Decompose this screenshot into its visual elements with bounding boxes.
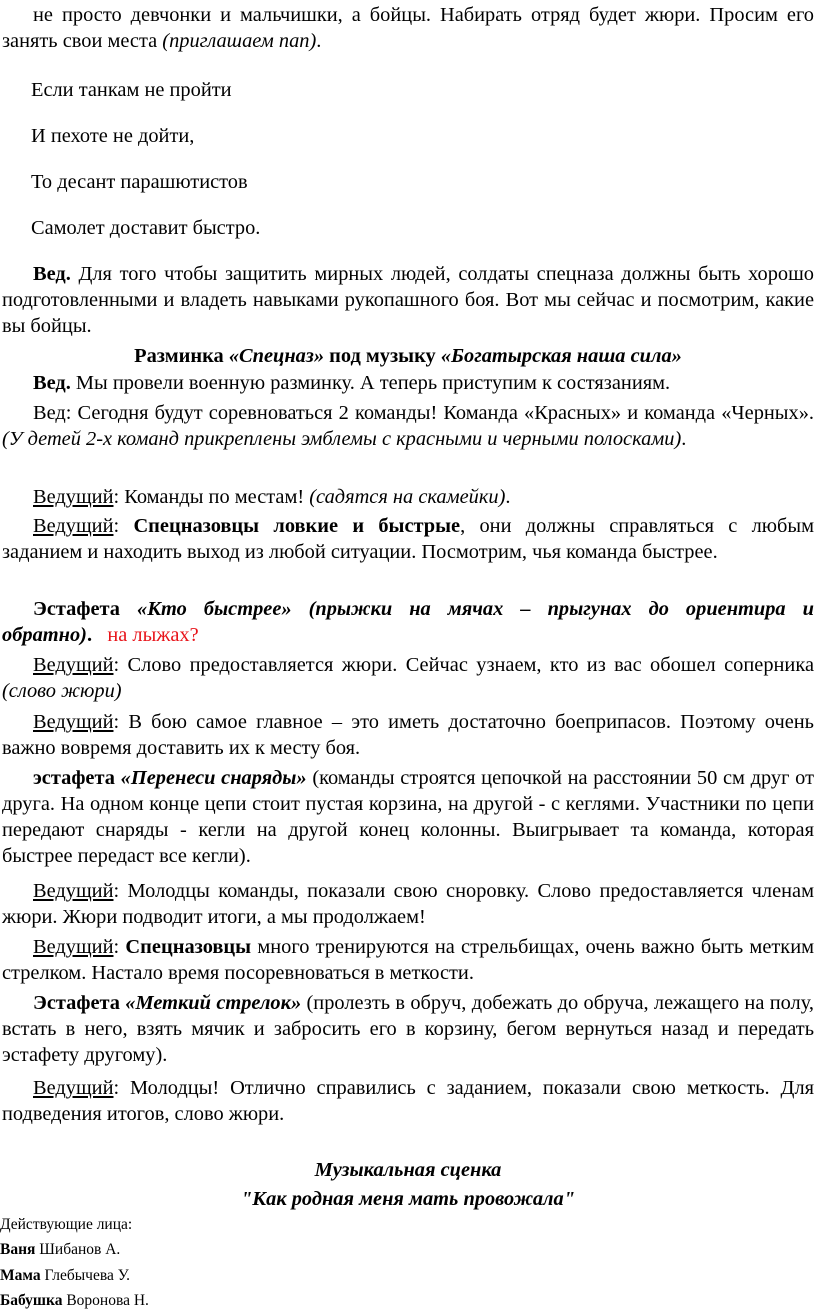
cast-role: Ваня bbox=[0, 1241, 36, 1258]
stage-direction: (садятся на скамейки) bbox=[309, 486, 506, 508]
editor-comment: на лыжах? bbox=[107, 624, 199, 646]
heading-title: «Богатырская наша сила» bbox=[440, 345, 682, 367]
paragraph-host bbox=[2, 709, 814, 761]
punctuation: : bbox=[113, 515, 134, 537]
speaker-label: Ведущий bbox=[33, 880, 114, 902]
punctuation: . bbox=[316, 30, 322, 52]
paragraph-text: : В бою самое главное – это иметь достаточно боеприпасов. Поэтому очень важно вовремя доставить их к месту боя. bbox=[2, 711, 814, 759]
cast-role: Бабушка bbox=[0, 1292, 63, 1309]
heading-text: Разминка bbox=[134, 345, 229, 367]
speaker-label: Вед. bbox=[33, 372, 71, 394]
speaker-label: Ведущий bbox=[33, 486, 114, 508]
emphasis-text: Спецназовцы bbox=[125, 936, 252, 958]
paragraph-host bbox=[2, 934, 814, 986]
stage-direction: (слово жюри) bbox=[2, 680, 122, 702]
speaker-label: Вед. bbox=[33, 263, 71, 285]
paragraph-text: (команды строятся цепочкой на расстоянии 50 см друг от друга. На одном конце цепи стоит пустая корзина, на другой - с кеглями. Участники по цепи передают снаряды - кегли на другой конец колонны. Выигрывает та команда, которая быстрее передаст все кегли). bbox=[2, 767, 814, 867]
relay-heading bbox=[2, 990, 814, 1068]
relay-label: Эстафета bbox=[33, 598, 137, 620]
paragraph-intro bbox=[2, 2, 814, 54]
paragraph-host bbox=[2, 878, 814, 930]
paragraph-host bbox=[2, 261, 814, 339]
paragraph-text: Для того чтобы защитить мирных людей, солдаты спецназа должны быть хорошо подготовленными и владеть навыками рукопашного боя. Вот мы сейчас и посмотрим, какие вы бойцы. bbox=[2, 263, 814, 337]
emphasis-text: Спецназовцы ловкие и быстрые bbox=[133, 515, 461, 537]
paragraph-text: : Молодцы команды, показали свою сноровку. Слово предоставляется членам жюри. Жюри подводит итоги, а мы продолжаем! bbox=[2, 880, 814, 928]
relay-label: Эстафета bbox=[33, 992, 126, 1014]
cast-item bbox=[0, 1240, 812, 1260]
paragraph-text: : Молодцы! Отлично справились с заданием, показали свою меткость. Для подведения итогов, слово жюри. bbox=[2, 1077, 814, 1125]
scene-subtitle bbox=[0, 1186, 816, 1212]
verse-line: То десант парашютистов bbox=[31, 171, 248, 193]
verse-line: Самолет доставит быстро. bbox=[31, 217, 261, 239]
cast-label: Действующие лица: bbox=[0, 1216, 133, 1233]
verse-line: И пехоте не дойти, bbox=[31, 125, 195, 147]
paragraph-host bbox=[2, 370, 814, 396]
paragraph-host bbox=[2, 513, 814, 565]
paragraph-text: (пролезть в обруч, добежать до обруча, лежащего на полу, встать в него, взять мячик и забросить его в корзину, бегом вернуться назад и передать эстафету другому). bbox=[2, 992, 814, 1066]
paragraph-text: не просто девчонки и мальчишки, а бойцы. Набирать отряд будет жюри. Просим его занять свои места bbox=[2, 4, 814, 52]
relay-heading bbox=[2, 765, 814, 869]
paragraph-host bbox=[2, 1075, 814, 1127]
cast-actor: Глебычева У. bbox=[40, 1267, 131, 1284]
punctuation: . bbox=[86, 624, 93, 646]
cast-actor: Воронова Н. bbox=[62, 1292, 149, 1309]
speaker-label: Ведущий bbox=[33, 936, 114, 958]
cast-actor: Шибанов А. bbox=[35, 1241, 121, 1258]
paragraph-text: : Слово предоставляется жюри. Сейчас узнаем, кто из вас обошел соперника bbox=[113, 654, 814, 676]
cast-role: Мама bbox=[0, 1267, 41, 1284]
stage-direction: (приглашаем пап) bbox=[162, 30, 317, 52]
punctuation: : bbox=[113, 936, 126, 958]
cast-item bbox=[0, 1266, 812, 1286]
cast-item bbox=[0, 1291, 812, 1311]
stage-direction: (У детей 2-х команд прикреплены эмблемы с красными и черными полосками) bbox=[2, 428, 682, 450]
scene-title-text: Музыкальная сценка bbox=[314, 1159, 502, 1181]
paragraph-text: много тренируются на стрельбищах, очень важно быть метким стрелком. Настало время посоревноваться в меткости. bbox=[2, 936, 815, 984]
paragraph-text: Мы провели военную разминку. А теперь приступим к состязаниям. bbox=[70, 372, 671, 394]
paragraph-text: Вед: Сегодня будут соревноваться 2 команды! Команда «Красных» и команда «Черных». bbox=[33, 402, 814, 424]
punctuation: . bbox=[505, 486, 511, 508]
heading-title: «Спецназ» bbox=[228, 345, 325, 367]
speaker-label: Ведущий bbox=[33, 711, 114, 733]
relay-label: эстафета bbox=[33, 767, 121, 789]
paragraph-text: : Команды по местам! bbox=[113, 486, 310, 508]
relay-title: «Кто быстрее» (прыжки на мячах – прыгунах до ориентира и обратно) bbox=[2, 598, 814, 646]
punctuation: . bbox=[681, 428, 687, 450]
paragraph-host bbox=[2, 652, 814, 704]
scene-subtitle-text: "Как родная меня мать провожала" bbox=[240, 1188, 576, 1210]
paragraph-host bbox=[2, 400, 814, 452]
speaker-label: Ведущий bbox=[33, 515, 114, 537]
scene-title bbox=[0, 1157, 816, 1183]
paragraph-text: , они должны справляться с любым заданием и находить выход из любой ситуации. Посмотрим, чья команда быстрее. bbox=[2, 515, 814, 563]
speaker-label: Ведущий bbox=[33, 1077, 114, 1099]
speaker-label: Ведущий bbox=[33, 654, 114, 676]
relay-heading bbox=[2, 596, 814, 648]
heading-text: под музыку bbox=[324, 345, 441, 367]
paragraph-host bbox=[2, 484, 814, 510]
section-heading bbox=[0, 343, 816, 369]
relay-title: «Перенеси снаряды» bbox=[120, 767, 307, 789]
relay-title: «Меткий стрелок» bbox=[125, 992, 302, 1014]
verse-line: Если танкам не пройти bbox=[31, 79, 232, 101]
